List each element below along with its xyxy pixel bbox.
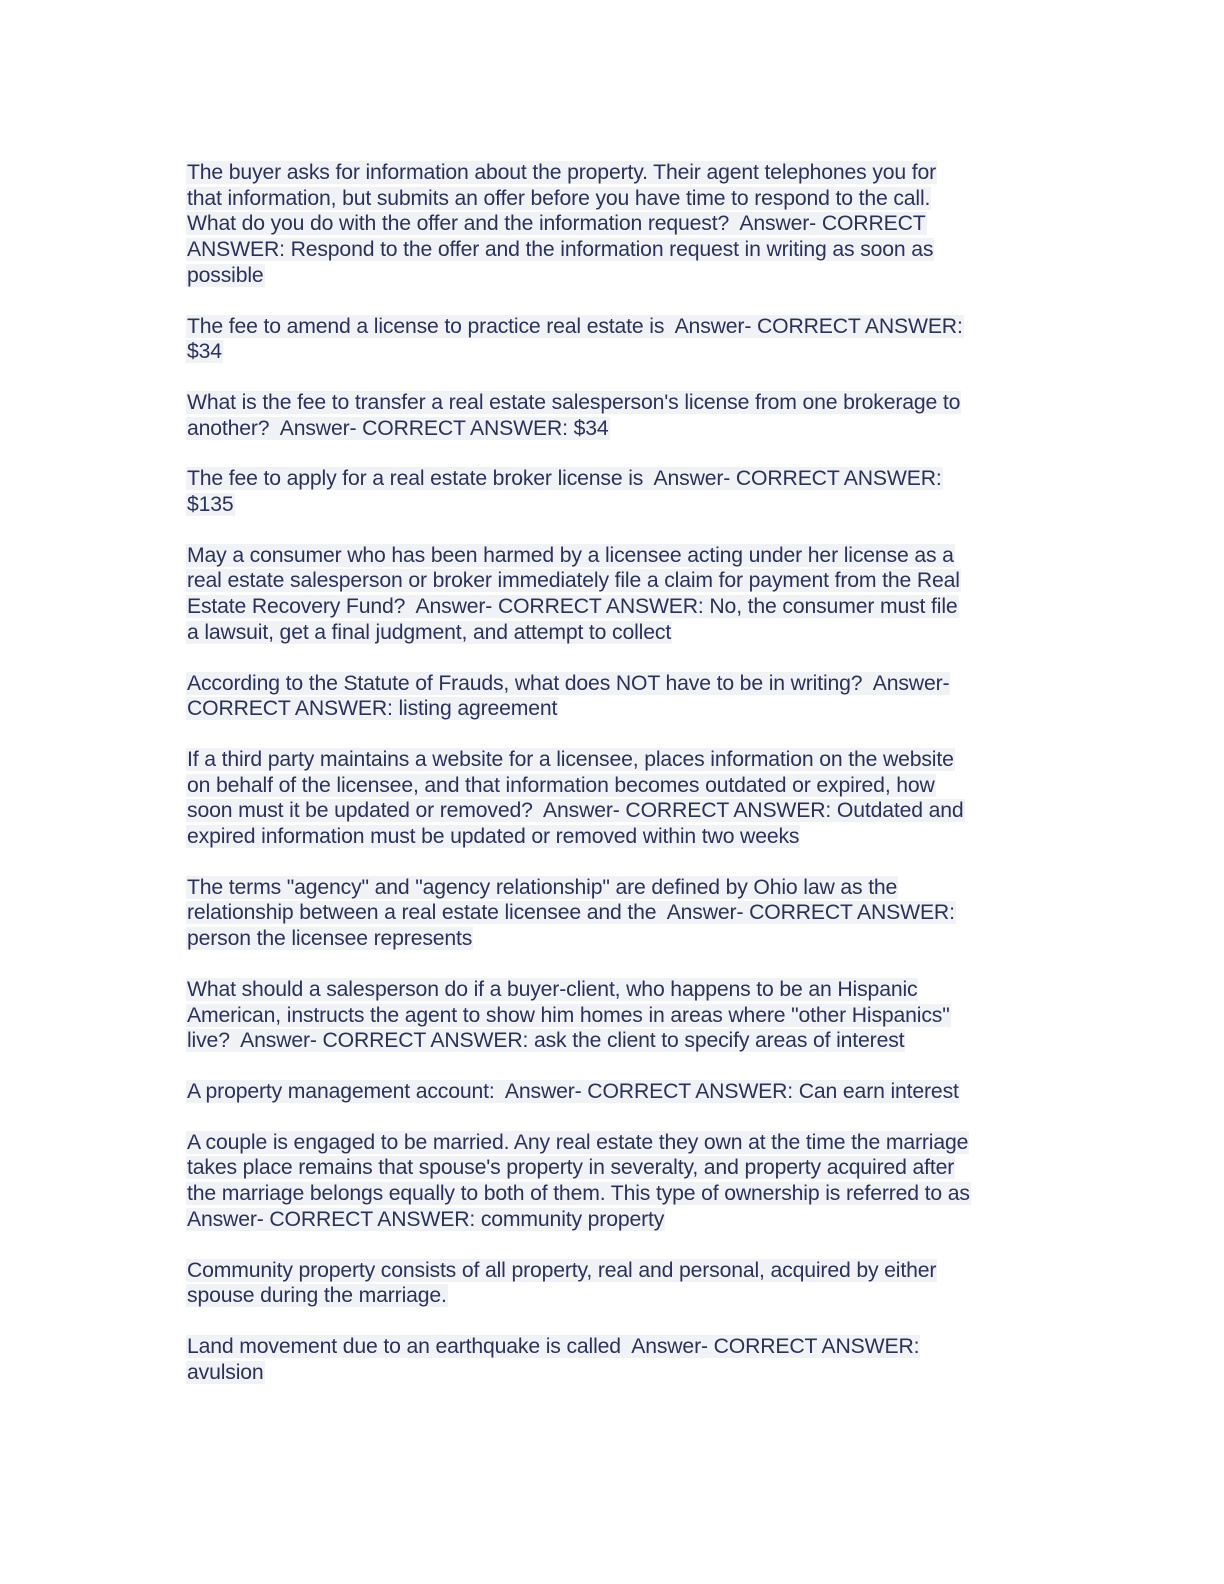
qa-paragraph (186, 1258, 1036, 1309)
text-line (186, 1334, 1036, 1360)
line-text: ANSWER: Respond to the offer and the information request in writing as soon as (187, 238, 934, 262)
text-line (186, 160, 1036, 186)
line-text: Estate Recovery Fund? Answer- CORRECT ANSWER: No, the consumer must file (187, 595, 958, 619)
text-line (186, 1079, 1036, 1105)
line-text: Community property consists of all property, real and personal, acquired by either (187, 1258, 937, 1282)
line-text: the marriage belongs equally to both of them. This type of ownership is referred to as (187, 1182, 970, 1206)
line-text: What is the fee to transfer a real estate salesperson's license from one brokerage to (187, 390, 961, 414)
text-line (186, 339, 1036, 365)
text-line (186, 1130, 1036, 1156)
line-text: person the licensee represents (187, 927, 473, 951)
line-text: A property management account: Answer- CORRECT ANSWER: Can earn interest (187, 1079, 959, 1103)
qa-paragraph (186, 1334, 1036, 1385)
line-text: on behalf of the licensee, and that information becomes outdated or expired, how (187, 773, 935, 797)
line-text: Land movement due to an earthquake is called Answer- CORRECT ANSWER: (187, 1334, 920, 1358)
qa-paragraph (186, 671, 1036, 722)
qa-paragraph (186, 390, 1036, 441)
line-text: Answer- CORRECT ANSWER: community property (187, 1207, 665, 1231)
text-line (186, 1181, 1036, 1207)
line-text: According to the Statute of Frauds, what does NOT have to be in writing? Answer- (187, 671, 950, 695)
line-text: soon must it be updated or removed? Answer- CORRECT ANSWER: Outdated and (187, 799, 964, 823)
qa-paragraph (186, 977, 1036, 1054)
text-line (186, 671, 1036, 697)
line-text: live? Answer- CORRECT ANSWER: ask the client to specify areas of interest (187, 1029, 905, 1053)
text-line (186, 390, 1036, 416)
text-line (186, 977, 1036, 1003)
line-text: American, instructs the agent to show him homes in areas where "other Hispanics" (187, 1003, 950, 1027)
qa-paragraph (186, 160, 1036, 289)
line-text: another? Answer- CORRECT ANSWER: $34 (187, 416, 609, 440)
line-text: CORRECT ANSWER: listing agreement (187, 697, 558, 721)
qa-paragraph (186, 747, 1036, 850)
text-line (186, 492, 1036, 518)
text-line (186, 1028, 1036, 1054)
qa-paragraph (186, 543, 1036, 646)
line-text: expired information must be updated or removed within two weeks (187, 825, 800, 849)
line-text: If a third party maintains a website for a licensee, places information on the website (187, 747, 954, 771)
line-text: What do you do with the offer and the information request? Answer- CORRECT (187, 212, 926, 236)
line-text: takes place remains that spouse's property in severalty, and property acquired after (187, 1156, 955, 1180)
text-line (186, 798, 1036, 824)
text-line (186, 186, 1036, 212)
line-text: possible (187, 263, 264, 287)
text-line (186, 594, 1036, 620)
line-text: relationship between a real estate licensee and the Answer- CORRECT ANSWER: (187, 901, 955, 925)
document-page (186, 160, 1036, 1410)
text-line (186, 620, 1036, 646)
text-line (186, 824, 1036, 850)
text-line (186, 773, 1036, 799)
text-line (186, 1003, 1036, 1029)
line-text: that information, but submits an offer before you have time to respond to the call. (187, 186, 931, 210)
text-line (186, 696, 1036, 722)
line-text: $34 (187, 340, 222, 364)
text-line (186, 466, 1036, 492)
line-text: $135 (187, 493, 234, 517)
text-line (186, 900, 1036, 926)
text-line (186, 543, 1036, 569)
text-line (186, 926, 1036, 952)
line-text: The fee to amend a license to practice real estate is Answer- CORRECT ANSWER: (187, 314, 963, 338)
line-text: The terms "agency" and "agency relationship" are defined by Ohio law as the (187, 875, 898, 899)
text-line (186, 263, 1036, 289)
line-text: A couple is engaged to be married. Any real estate they own at the time the marriage (187, 1130, 969, 1154)
text-line (186, 747, 1036, 773)
text-line (186, 211, 1036, 237)
text-line (186, 416, 1036, 442)
qa-paragraph (186, 314, 1036, 365)
qa-paragraph (186, 1130, 1036, 1233)
line-text: The buyer asks for information about the property. Their agent telephones you for (187, 161, 937, 184)
text-line (186, 1155, 1036, 1181)
qa-paragraph (186, 875, 1036, 952)
line-text: May a consumer who has been harmed by a licensee acting under her license as a (187, 543, 954, 567)
line-text: The fee to apply for a real estate broker license is Answer- CORRECT ANSWER: (187, 467, 942, 491)
text-line (186, 237, 1036, 263)
text-line (186, 1207, 1036, 1233)
qa-paragraph (186, 466, 1036, 517)
text-line (186, 568, 1036, 594)
line-text: avulsion (187, 1360, 264, 1384)
text-line (186, 1283, 1036, 1309)
text-line (186, 875, 1036, 901)
text-line (186, 1360, 1036, 1386)
qa-paragraph (186, 1079, 1036, 1105)
text-line (186, 1258, 1036, 1284)
line-text: a lawsuit, get a final judgment, and attempt to collect (187, 620, 672, 644)
line-text: spouse during the marriage. (187, 1284, 447, 1308)
text-line (186, 314, 1036, 340)
line-text: What should a salesperson do if a buyer-client, who happens to be an Hispanic (187, 977, 918, 1001)
line-text: real estate salesperson or broker immediately file a claim for payment from the Real (187, 569, 960, 593)
